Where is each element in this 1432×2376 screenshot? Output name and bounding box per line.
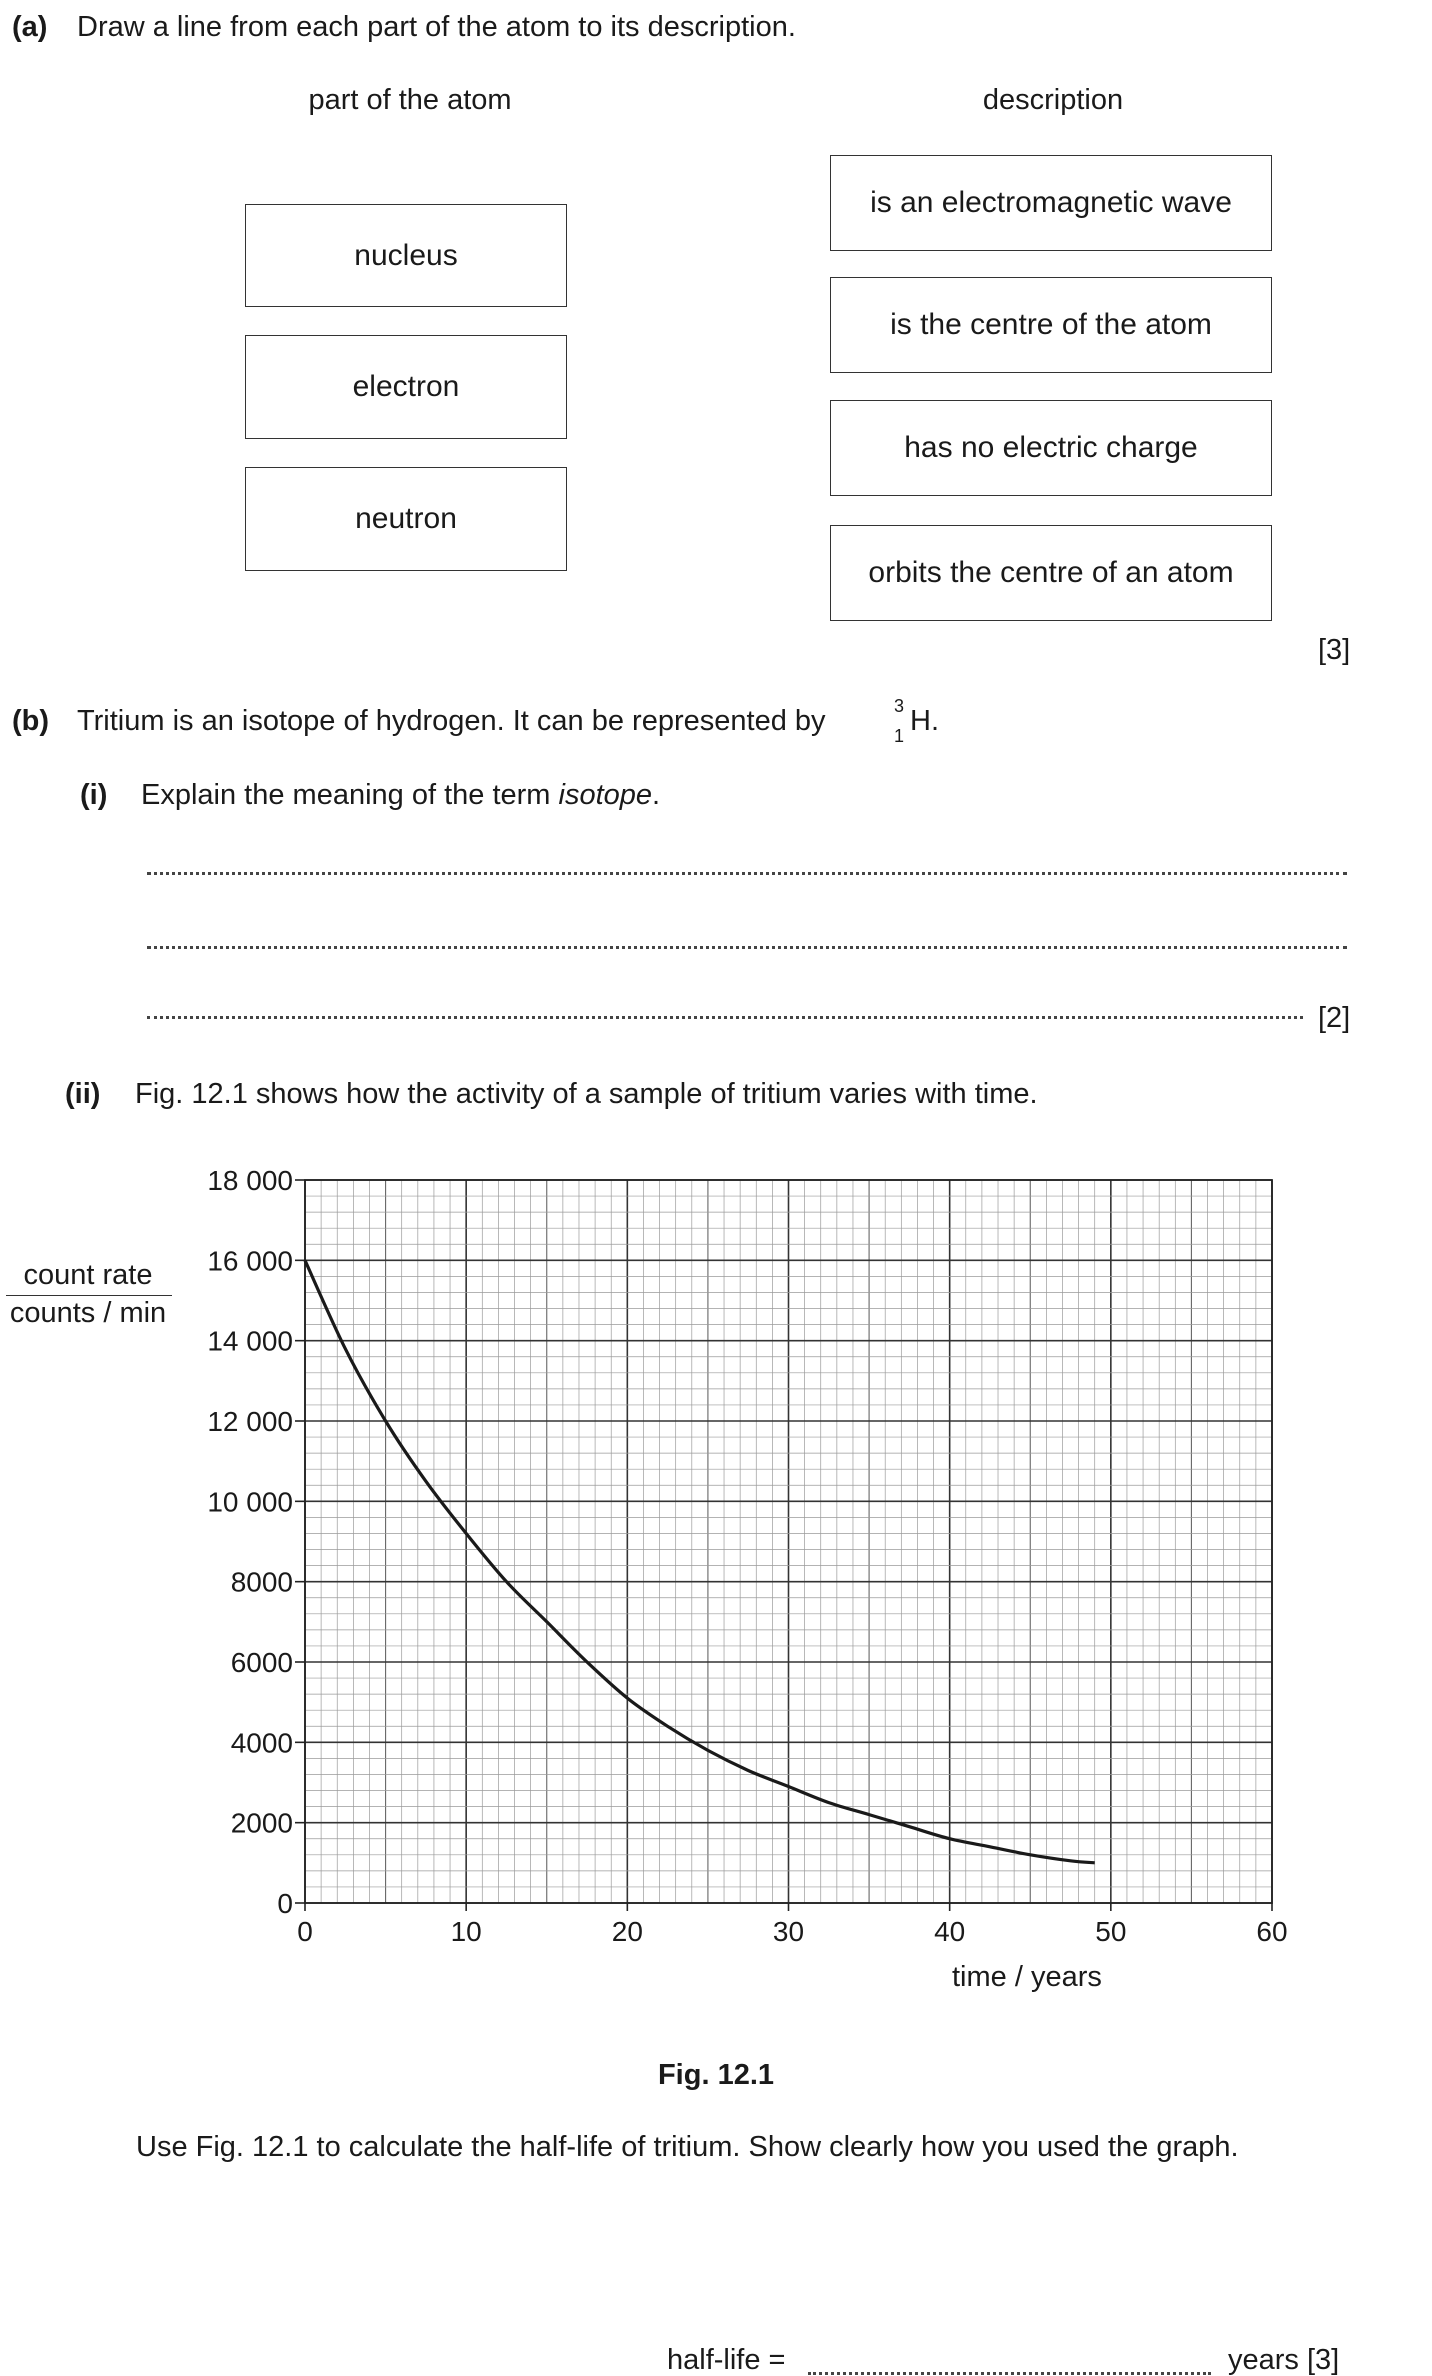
sub-ii-label: (ii)	[65, 1078, 101, 1110]
part-box-electron[interactable]: electron	[245, 335, 567, 439]
part-box-neutron[interactable]: neutron	[245, 467, 567, 571]
y-tick-labels	[207, 1165, 293, 1919]
sub-ii-text: Fig. 12.1 shows how the activity of a sample of tritium varies with time.	[135, 1078, 1038, 1110]
x-tick-label: 10	[450, 1916, 482, 1947]
y-tick-label: 0	[277, 1888, 293, 1919]
y-tick-label: 2000	[230, 1807, 293, 1839]
answer-line-3[interactable]	[147, 1016, 1303, 1019]
x-tick-labels	[297, 1916, 1287, 1947]
description-box-orbits[interactable]: orbits the centre of an atom	[830, 525, 1272, 621]
x-tick-label: 0	[297, 1916, 313, 1947]
isotope-symbol: H.	[910, 705, 939, 737]
x-tick-label: 50	[1095, 1916, 1127, 1947]
half-life-units: years [3]	[1228, 2344, 1340, 2376]
figure-caption: Fig. 12.1	[657, 2059, 775, 2091]
part-b-label: (b)	[12, 705, 50, 737]
half-life-instruction: Use Fig. 12.1 to calculate the half-life of tritium. Show clearly how you used the graph.	[136, 2131, 1239, 2163]
sub-i-question	[141, 781, 660, 810]
x-tick-label: 60	[1256, 1916, 1288, 1947]
y-tick-label: 18 000	[207, 1165, 293, 1196]
x-tick-label: 30	[772, 1916, 805, 1947]
isotope-mass-number: 3	[894, 696, 905, 716]
x-tick-label: 20	[611, 1916, 643, 1947]
answer-line-1[interactable]	[147, 872, 1347, 875]
sub-i-question-prefix: Explain the meaning of the term	[141, 779, 559, 811]
graph-ticks	[295, 1180, 1272, 1911]
decay-curve	[305, 1260, 1095, 1863]
y-tick-label: 8000	[230, 1566, 293, 1598]
half-life-label: half-life =	[667, 2344, 786, 2376]
left-heading: part of the atom	[308, 84, 512, 116]
y-axis-label-bottom: counts / min	[9, 1297, 167, 1329]
isotope-atomic-number: 1	[894, 726, 905, 746]
y-tick-label: 16 000	[207, 1245, 293, 1277]
activity-time-graph	[0, 1150, 1432, 2030]
half-life-answer-line[interactable]	[808, 2372, 1211, 2375]
sub-i-question-suffix: .	[652, 779, 661, 811]
description-box-no-charge[interactable]: has no electric charge	[830, 400, 1272, 496]
y-tick-label: 12 000	[207, 1406, 293, 1437]
graph-grid	[305, 1180, 1272, 1903]
description-box-em-wave[interactable]: is an electromagnetic wave	[830, 155, 1272, 251]
y-axis-label-top: count rate	[23, 1259, 153, 1291]
answer-line-2[interactable]	[147, 946, 1347, 949]
description-box-centre[interactable]: is the centre of the atom	[830, 277, 1272, 373]
sub-i-question-term: isotope	[558, 779, 653, 811]
part-b-intro: Tritium is an isotope of hydrogen. It can be represented by	[77, 705, 826, 737]
y-tick-label: 6000	[230, 1647, 293, 1678]
part-a-marks: [3]	[1318, 634, 1351, 666]
sub-i-label: (i)	[80, 779, 108, 811]
y-tick-label: 4000	[230, 1727, 293, 1759]
sub-i-marks: [2]	[1318, 1002, 1351, 1034]
x-axis-label: time / years	[952, 1961, 1102, 1993]
right-heading: description	[982, 84, 1124, 116]
part-a-label: (a)	[12, 11, 48, 43]
y-tick-label: 14 000	[207, 1325, 293, 1357]
part-a-instruction: Draw a line from each part of the atom to its description.	[77, 11, 796, 43]
part-box-nucleus[interactable]: nucleus	[245, 204, 567, 307]
x-tick-label: 40	[934, 1916, 966, 1947]
y-tick-label: 10 000	[207, 1486, 293, 1518]
